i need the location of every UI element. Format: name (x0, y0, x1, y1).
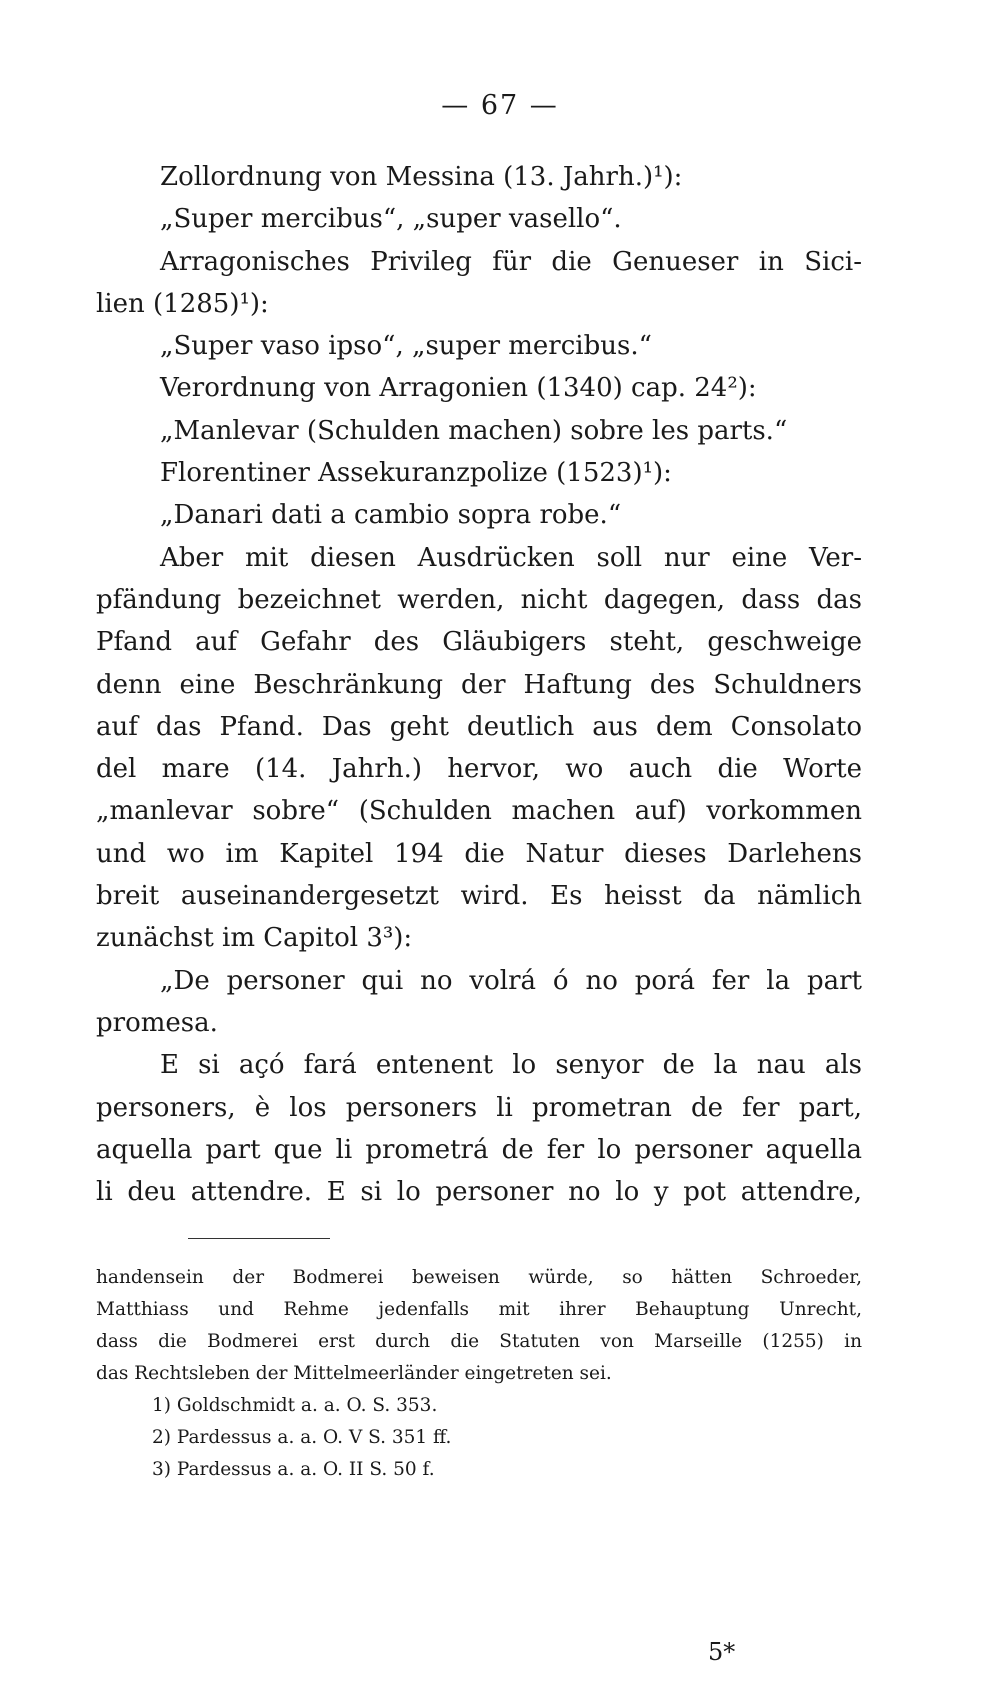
body-line: „De personer qui no volrá ó no porá fer la part (160, 965, 862, 996)
body-line: zunächst im Capitol 3³): (96, 923, 413, 954)
page-number: — 67 — (441, 90, 559, 121)
body-line: lien (1285)¹): (96, 288, 269, 319)
body-line: und wo im Kapitel 194 die Natur dieses Darlehens (96, 838, 862, 869)
body-line: Arragonisches Privileg für die Genueser in Sici- (160, 246, 862, 277)
body-line: pfändung bezeichnet werden, nicht dagegen, dass das (96, 584, 862, 615)
body-line: personers, è los personers li prometran de fer part, (96, 1092, 862, 1123)
body-line: E si açó fará entenent lo senyor de la nau als (160, 1050, 862, 1081)
body-line: del mare (14. Jahrh.) hervor, wo auch die Worte (96, 754, 862, 785)
body-line: Florentiner Assekuranzpolize (1523)¹): (160, 458, 672, 489)
footnote-line: Matthiass und Rehme jedenfalls mit ihrer Behauptung Unrecht, (96, 1299, 862, 1320)
body-line: Zollordnung von Messina (13. Jahrh.)¹): (160, 162, 683, 192)
body-line: li deu attendre. E si lo personer no lo y pot attendre, (96, 1177, 862, 1208)
body-line: aquella part que li prometrá de fer lo personer aquella (96, 1134, 862, 1165)
footnote-line: 2) Pardessus a. a. O. V S. 351 ff. (152, 1427, 452, 1448)
body-line: Verordnung von Arragonien (1340) cap. 24²): (160, 373, 757, 404)
body-line: „manlevar sobre“ (Schulden machen auf) vorkommen (96, 796, 862, 827)
footnote-line: 1) Goldschmidt a. a. O. S. 353. (152, 1395, 438, 1416)
body-line: auf das Pfand. Das geht deutlich aus dem Consolato (96, 711, 862, 742)
body-line: „Manlevar (Schulden machen) sobre les parts.“ (160, 415, 788, 446)
body-line: Pfand auf Gefahr des Gläubigers steht, geschweige (96, 627, 862, 658)
body-line: breit auseinandergesetzt wird. Es heisst da nämlich (96, 881, 862, 912)
signature-mark: 5* (708, 1638, 736, 1666)
body-line: Aber mit diesen Ausdrücken soll nur eine Ver- (160, 542, 862, 573)
footnote-line: dass die Bodmerei erst durch die Statuten von Marseille (1255) in (96, 1331, 862, 1352)
body-line: promesa. (96, 1007, 218, 1038)
footnote-line: das Rechtsleben der Mittelmeerländer eingetreten sei. (96, 1363, 612, 1384)
footnote-line: 3) Pardessus a. a. O. II S. 50 f. (152, 1459, 435, 1480)
body-line: „Danari dati a cambio sopra robe.“ (160, 500, 622, 531)
body-text (96, 156, 862, 1213)
body-line: „Super mercibus“, „super vasello“. (160, 204, 622, 235)
body-line: denn eine Beschränkung der Haftung des Schuldners (96, 669, 862, 700)
footnote-line: handensein der Bodmerei beweisen würde, so hätten Schroeder, (96, 1267, 862, 1288)
body-line: „Super vaso ipso“, „super mercibus.“ (160, 331, 652, 362)
footnote-separator (188, 1238, 330, 1239)
footnotes (96, 1262, 862, 1486)
